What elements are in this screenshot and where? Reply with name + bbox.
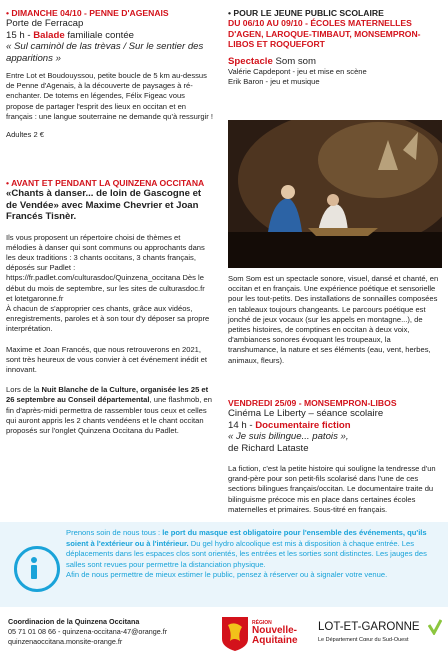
dept-sub: Le Département Cœur du Sud-Ouest <box>318 637 409 643</box>
doc-author: de Richard Lataste <box>228 442 309 454</box>
notice-p2: Afin de nous permettre de mieux estimer le public, pensez à réserver ou à signaler votre venue. <box>66 570 388 580</box>
jeune-public-dates: DU 06/10 AU 09/10 - ÉCOLES MATERNELLES D'AGEN, LAROQUE-TIMBAUT, MONSEMPRON-LIBOS ET ROQUEFORT <box>228 18 421 50</box>
event-title: • DIMANCHE 04/10 - PENNE D'AGENAIS <box>6 8 169 18</box>
region-name1: Nouvelle- <box>252 625 298 636</box>
dept-check-icon <box>428 619 442 635</box>
footer-website: quinzenaoccitana.monsite-orange.fr <box>8 637 123 647</box>
show-photo <box>228 120 442 268</box>
dept-name: LOT-ET-GARONNE <box>318 621 420 633</box>
jeune-public-title: • POUR LE JEUNE PUBLIC SCOLAIRE <box>228 8 384 18</box>
event-quinzena <box>6 178 218 436</box>
credit-2: Erik Baron - jeu et musique <box>228 77 320 87</box>
region-name2: Aquitaine <box>252 635 298 646</box>
event-penne <box>6 8 218 140</box>
monsempron-title: VENDREDI 25/09 - MONSEMPRON-LIBOS <box>228 398 397 408</box>
notice-p1: Prenons soin de nous tous : le port du masque est obligatoire pour l'ensemble des événements, qu'ils soient à l'extérieur ou à l'intérieur. Du gel hydro alcoolique est mis à disposition à chaque entrée. Les déplacements dans les espaces clos sont orientés, les entrées et les sorties sont distinctes. Les jauges des salles sont revues pour permettre la distanciation physique. <box>66 528 427 569</box>
dept-logo <box>318 619 444 653</box>
quinzena-para4: Lors de la Nuit Blanche de la Culture, organisée les 25 et 26 septembre au Conseil départemental, une flashmob, en fin d'après-midi permettra de rassembler tous ceux et celles qui auront appris les 2 chants vendéens et le chant occitan proposés sur l'onglet Quinzena Occitana du Padlet. <box>6 385 212 436</box>
doc-title: « Je suis bilingue... patois », <box>228 431 349 443</box>
show-title: Spectacle Som som <box>228 55 316 67</box>
region-small: RÉGION <box>252 620 272 626</box>
region-lion-icon <box>222 617 248 651</box>
quinzena-para2: À chacun de s'approprier ces chants, grâce aux vidéos, enregistrements, paroles et à son tour d'y déposer sa propre interprétation. <box>6 304 210 334</box>
notice-text <box>66 528 436 581</box>
quinzena-subtitle: «Chants à danser... de loin de Gascogne et de Vendée» avec Maxime Chevrier et Joan Francés Tisnèr. <box>6 188 202 223</box>
event-monsempron <box>228 398 442 515</box>
info-icon <box>14 546 60 592</box>
footer-org: Coordinacion de la Quinzena Occitana <box>8 617 140 626</box>
quinzena-title: • AVANT ET PENDANT LA QUINZENA OCCITANA <box>6 178 205 188</box>
show-description: Som Som est un spectacle sonore, visuel, dansé et chanté, en occitan et en français. Une expérience poétique et sensorielle pour les tout-petits. Des installations de sonnailles composées en tableaux toujours changeants. Le parcours poétique est jonché de jeux vocaux (sur les appels en montagne...), de petites histoires, de comptines en occitan à deux voix, d'ambiances sonores évoquant les troupeaux, la transhumance, la nature et ses éléments (eau, vent, herbes, animaux, fleurs). <box>228 274 439 365</box>
region-logo <box>222 617 312 653</box>
quinzena-para3: Maxime et Joan Francés, que nous retrouverons en 2021, sont très heureux de vous convier à cet événement inédit et innovant. <box>6 344 207 375</box>
doc-description: La fiction, c'est la petite histoire qui souligne la tendresse d'un grand-père pour son petit-fils scolarisé dans l'une de ces sections bilingues français/occitan. Le documentaire traite du bilinguisme précoce mis en place dans certaines écoles maternelles et primaires. Sous-titré en français. <box>228 464 436 514</box>
footer-phone-email: 05 71 01 08 66 - quinzena-occitana-47@orange.fr <box>8 627 168 637</box>
cinema-line: Cinéma Le Liberty – séance scolaire <box>228 408 384 420</box>
event-price: Adultes 2 € <box>6 130 44 140</box>
event-jeune-public <box>228 8 442 87</box>
doc-time: 14 h - Documentaire fiction <box>228 419 351 431</box>
event-venue: Porte de Ferracap <box>6 18 84 30</box>
footer-contact <box>8 617 167 648</box>
show-description-block <box>228 274 442 366</box>
event-subtitle: « Sul caminòl de las trèvas / Sur le sentier des apparitions » <box>6 41 204 64</box>
event-time: 15 h - Balade familiale contée <box>6 29 134 41</box>
quinzena-para1: Ils vous proposent un répertoire choisi de thèmes et mélodies à danser qui sont communs ou approchants dans les deux traditions : 3 chants occitans, 3 chants français, déposés sur Padlet : https://fr.padlet.com/culturasdoc/Quinzena_occitana Dès le début du mois de septembre, sur les sites de culturasdoc.fr et lotetgaronne.fr <box>6 232 205 303</box>
credit-1: Valérie Capdepont - jeu et mise en scène <box>228 67 367 77</box>
event-description: Entre Lot et Boudouyssou, petite boucle de 5 km au-dessus de Penne d'Agenais, à la découverte de paysages à ré-enchanter. De totems en légendes, Félix Figeac vous propose de partager l'esprit des lieux en occitan et en français : une langue souterraine ne demande qu'à ressurgir ! <box>6 71 214 121</box>
